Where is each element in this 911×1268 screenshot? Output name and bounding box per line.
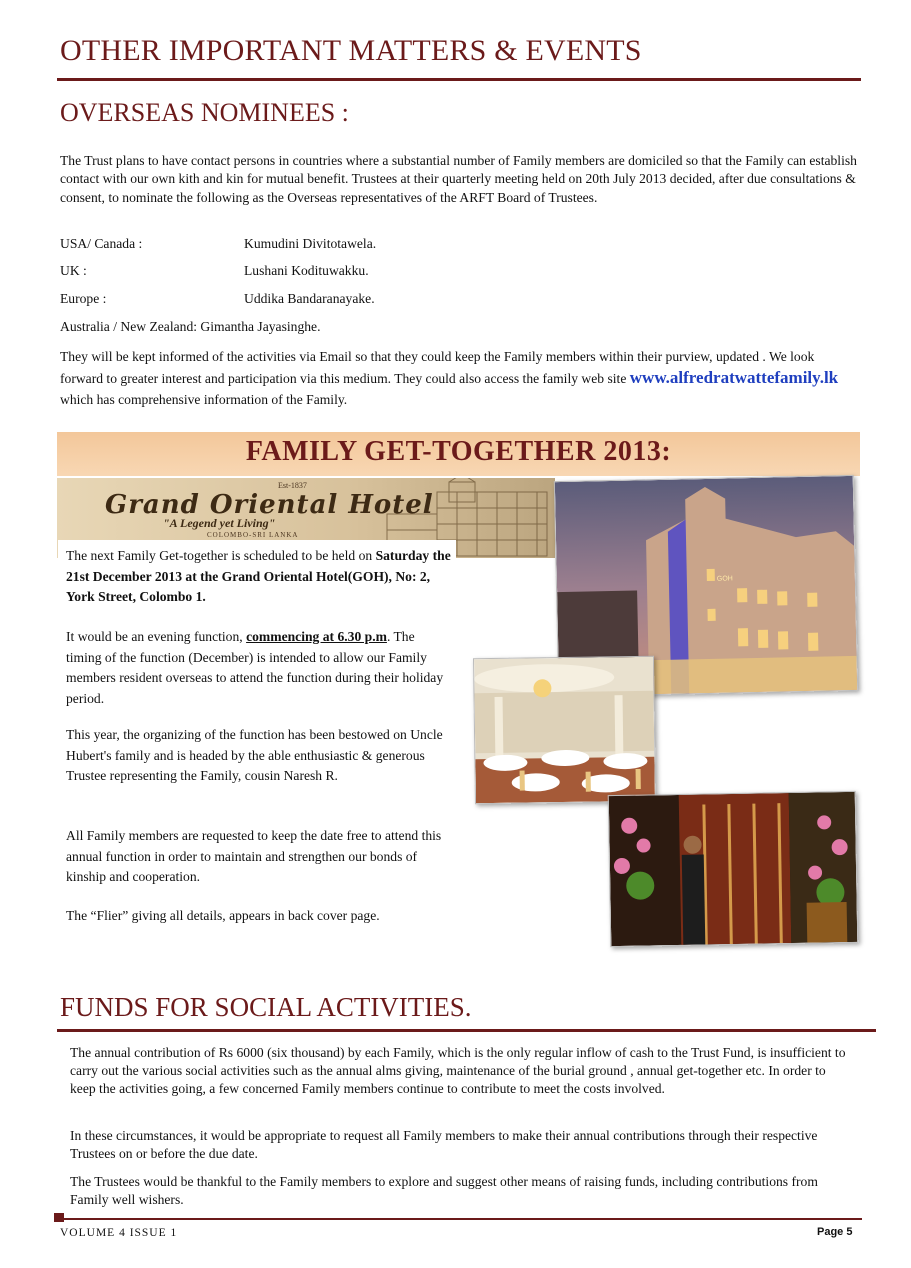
get-together-heading: FAMILY GET-TOGETHER 2013:: [245, 436, 672, 467]
photo-sign-text: GOH: [716, 575, 733, 583]
hotel-logo-name: Grand Oriental Hotel: [105, 490, 434, 520]
p2-intro: It would be an evening function,: [66, 629, 243, 644]
get-together-p3: This year, the organizing of the function has been bestowed on Uncle Hubert's family and is headed by the able enthusiastic & generous Trustee representing the Family, cousin Naresh R.: [66, 727, 443, 784]
nominee-name: Lushani Kodituwakku.: [244, 263, 369, 278]
nominee-region: UK :: [60, 263, 87, 278]
get-together-p5: The “Flier” giving all details, appears in back cover page.: [66, 908, 380, 923]
closing-text-2: which has comprehensive information of the Family.: [60, 392, 348, 407]
nominee-region: USA/ Canada :: [60, 236, 143, 251]
hotel-logo-tagline: "A Legend yet Living": [163, 516, 276, 530]
event-time: commencing at 6.30 p.m: [246, 629, 387, 644]
hotel-logo-location: COLOMBO-SRI LANKA: [207, 531, 299, 539]
get-together-p2: [66, 627, 451, 710]
nominee-name: Uddika Bandaranayake.: [244, 291, 375, 306]
volume-issue: VOLUME 4 ISSUE 1: [60, 1227, 178, 1239]
nominee-name: Kumudini Divitotawela.: [244, 236, 377, 251]
funds-p2: In these circumstances, it would be appropriate to request all Family members to make their annual contributions through their respective Trustees on or before the due date.: [70, 1128, 818, 1162]
overseas-intro: The Trust plans to have contact persons in countries where a substantial number of Family members are domiciled so that the Family can establish contact with our own kith and kin for mutual benefit. Trustees at their quarterly meeting held on 20th July 2013 decided, after due consultations & consent, to nominate the following as the Overseas representatives of the ARFT Board of Trustees.: [60, 153, 857, 205]
nominee-row-australia: Australia / New Zealand: Gimantha Jayasinghe.: [60, 319, 321, 334]
funds-p1: The annual contribution of Rs 6000 (six thousand) by each Family, which is the only regular inflow of cash to the Trust Fund, is insufficient to carry out the various social activities such as the annual alms giving, maintenance of the burial ground , annual get-together etc. In order to keep the activities going, a few concerned Family members continue to contribute to meet the costs involved.: [70, 1045, 846, 1097]
p1-intro: The next Family Get-together is scheduled to be held on: [66, 548, 373, 563]
page-title: OTHER IMPORTANT MATTERS & EVENTS: [60, 34, 642, 67]
overseas-heading: OVERSEAS NOMINEES :: [60, 98, 349, 127]
website-link[interactable]: www.alfredratwattefamily.lk: [629, 368, 839, 387]
title-divider: [57, 78, 861, 81]
closing-text: They will be kept informed of the activities via Email so that they could keep the Family members within their purview, updated . We look forward to greater interest and participation via this medium. They could also access the family web site: [60, 349, 815, 386]
hotel-entrance-photo: [608, 791, 859, 947]
banquet-hall-photo: [473, 656, 656, 805]
overseas-closing: [60, 346, 860, 410]
event-date-venue: Saturday the 21st December 2013 at the Grand Oriental Hotel(GOH), No: 2, York Street, Colombo 1.: [66, 548, 451, 605]
footer-marker: [54, 1213, 64, 1222]
p2-rest: . The timing of the function (December) is intended to allow our Family members resident overseas to attend the function during their holiday period.: [66, 629, 444, 707]
funds-divider: [57, 1029, 876, 1032]
funds-heading: FUNDS FOR SOCIAL ACTIVITIES.: [60, 992, 472, 1022]
nominee-row: [60, 236, 377, 252]
get-together-p1: [66, 546, 451, 608]
funds-p3: The Trustees would be thankful to the Family members to explore and suggest other means of raising funds, including contributions from Family well wishers.: [70, 1174, 818, 1208]
nominee-region: Europe :: [60, 291, 107, 306]
logo-established: Est-1837: [278, 481, 307, 490]
nominee-row: [60, 291, 375, 307]
footer-divider: [56, 1218, 862, 1220]
nominee-row: [60, 263, 369, 279]
page-number: Page 5: [817, 1226, 853, 1238]
get-together-p4: All Family members are requested to keep the date free to attend this annual function in order to maintain and strengthen our bonds of kinship and cooperation.: [66, 828, 442, 885]
